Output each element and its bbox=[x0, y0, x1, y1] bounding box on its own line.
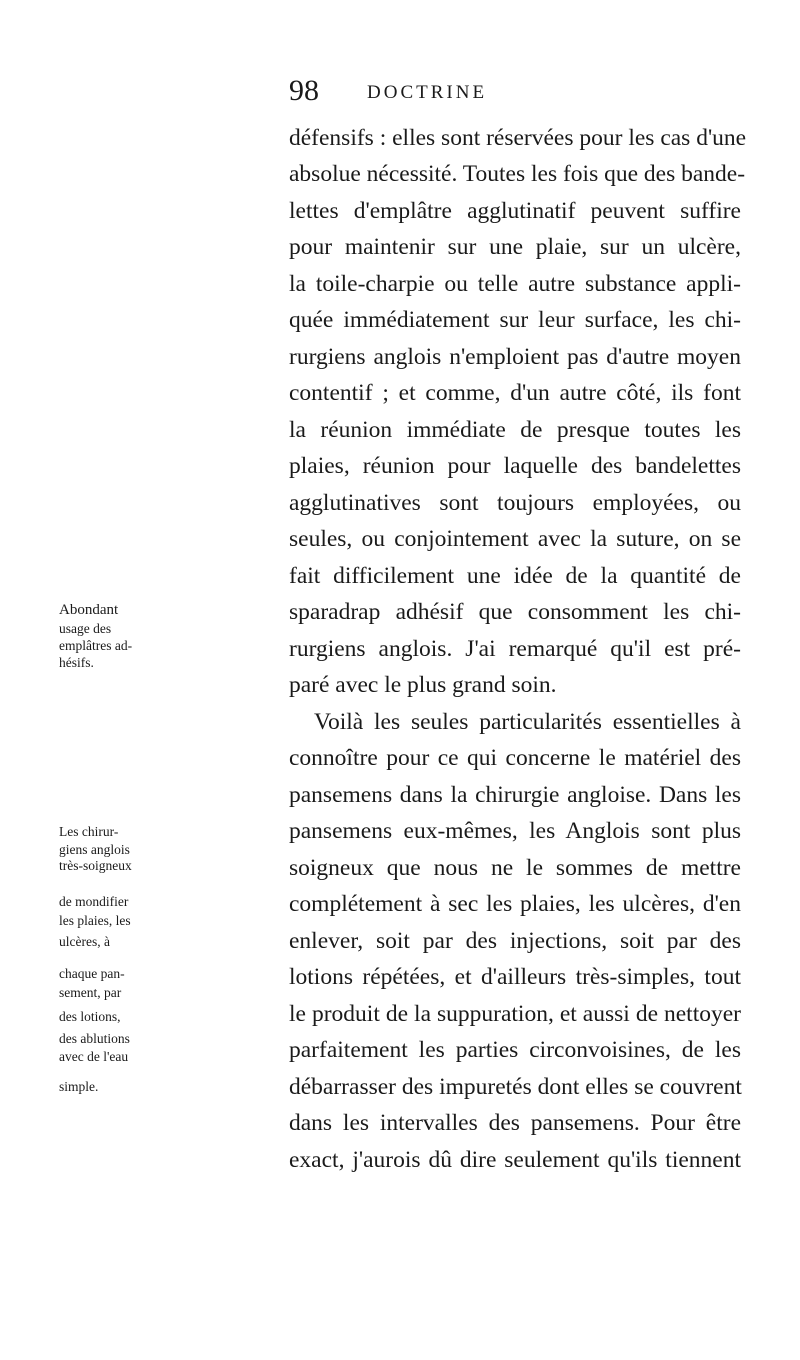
body-line: seules, ou conjointement avec la suture, on se bbox=[289, 526, 741, 552]
body-line: pour maintenir sur une plaie, sur un ulcère, bbox=[289, 234, 741, 260]
body-line: dans les intervalles des pansemens. Pour être bbox=[289, 1110, 741, 1136]
running-title: DOCTRINE bbox=[367, 82, 488, 103]
body-line: sparadrap adhésif que consomment les chi- bbox=[289, 599, 741, 625]
body-line: paré avec le plus grand soin. bbox=[289, 672, 557, 698]
margin-note-line: très-soigneux bbox=[59, 858, 132, 873]
body-line: pansemens eux-mêmes, les Anglois sont plus bbox=[289, 818, 741, 844]
margin-note-line: Abondant bbox=[59, 602, 119, 618]
body-line: soigneux que nous ne le sommes de mettre bbox=[289, 855, 741, 881]
body-line: Voilà les seules particularités essentielles à bbox=[314, 709, 741, 735]
margin-note-line: giens anglois bbox=[59, 842, 130, 857]
body-line: défensifs : elles sont réservées pour les cas d'une bbox=[289, 125, 747, 151]
page-number: 98 bbox=[289, 74, 319, 107]
margin-note-line: Les chirur- bbox=[59, 824, 119, 839]
body-line: agglutinatives sont toujours employées, ou bbox=[289, 490, 741, 516]
margin-note-line: des ablutions bbox=[59, 1031, 130, 1046]
margin-note-line: ulcères, à bbox=[59, 934, 110, 949]
body-line: débarrasser des impuretés dont elles se couvrent bbox=[289, 1074, 742, 1100]
body-line: connoître pour ce qui concerne le matériel des bbox=[289, 745, 741, 771]
margin-note-line: les plaies, les bbox=[59, 913, 131, 928]
margin-note-line: avec de l'eau bbox=[59, 1049, 129, 1064]
margin-note-line: hésifs. bbox=[59, 655, 94, 670]
body-line: lotions répétées, et d'ailleurs très-simples, tout bbox=[289, 964, 741, 990]
body-line: contentif ; et comme, d'un autre côté, ils font bbox=[289, 380, 741, 406]
body-line: la toile-charpie ou telle autre substance appli- bbox=[289, 271, 741, 297]
margin-note-line: de mondifier bbox=[59, 894, 129, 909]
body-line: quée immédiatement sur leur surface, les chi- bbox=[289, 307, 741, 333]
body-line: exact, j'aurois dû dire seulement qu'ils tiennent bbox=[289, 1147, 741, 1173]
margin-note-line: usage des bbox=[59, 621, 112, 636]
margin-note-line: simple. bbox=[59, 1079, 99, 1094]
body-line: lettes d'emplâtre agglutinatif peuvent suffire bbox=[289, 198, 741, 224]
margin-note-line: sement, par bbox=[59, 985, 122, 1000]
body-line: pansemens dans la chirurgie angloise. Dans les bbox=[289, 782, 741, 808]
body-line: rurgiens anglois. J'ai remarqué qu'il est pré- bbox=[289, 636, 741, 662]
body-line: la réunion immédiate de presque toutes les bbox=[289, 417, 741, 443]
body-line: plaies, réunion pour laquelle des bandelettes bbox=[289, 453, 741, 479]
body-line: absolue nécessité. Toutes les fois que des bande- bbox=[289, 161, 746, 187]
body-line: parfaitement les parties circonvoisines, de les bbox=[289, 1037, 741, 1063]
margin-note-line: emplâtres ad- bbox=[59, 638, 133, 653]
body-line: le produit de la suppuration, et aussi de nettoyer bbox=[289, 1001, 741, 1027]
margin-note-line: chaque pan- bbox=[59, 966, 125, 981]
body-line: rurgiens anglois n'emploient pas d'autre moyen bbox=[289, 344, 741, 370]
body-line: fait difficilement une idée de la quantité de bbox=[289, 563, 741, 589]
margin-note-line: des lotions, bbox=[59, 1009, 121, 1024]
body-line: complétement à sec les plaies, les ulcères, d'en bbox=[289, 891, 741, 917]
body-line: enlever, soit par des injections, soit par des bbox=[289, 928, 741, 954]
